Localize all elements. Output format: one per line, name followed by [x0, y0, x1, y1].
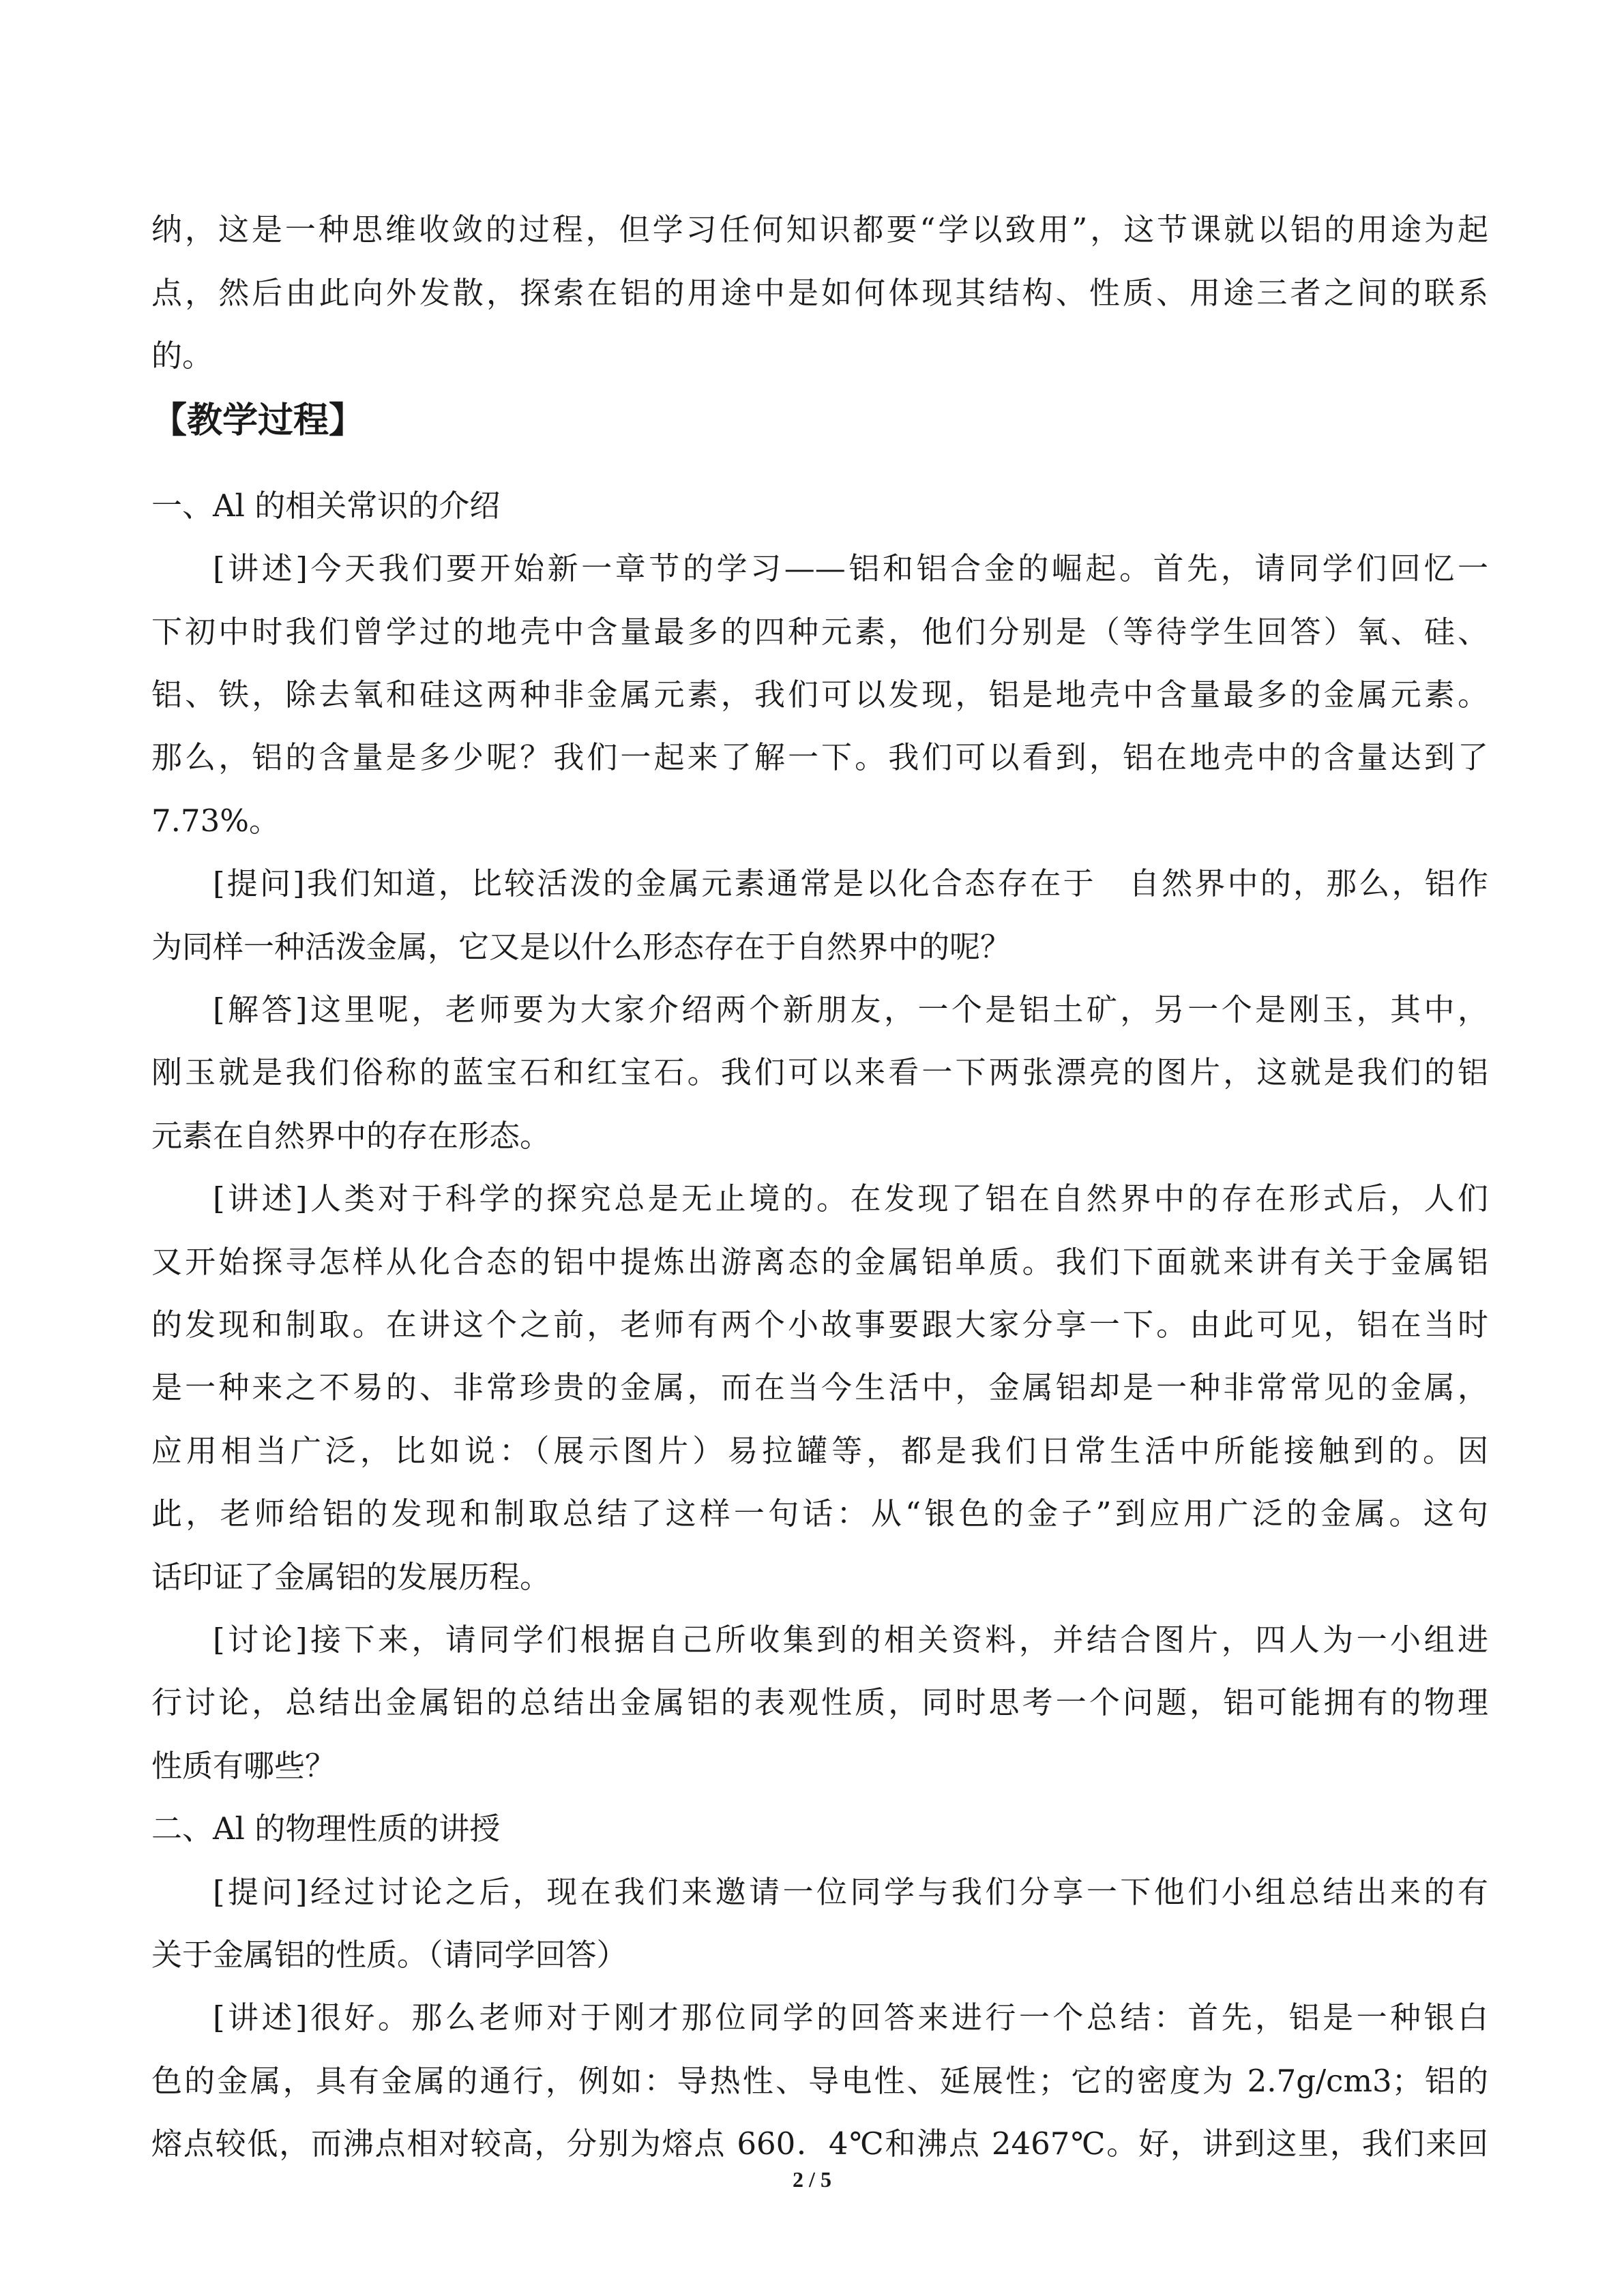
intro-line: 点，然后由此向外发散，探索在铝的用途中是如何体现其结构、性质、用途三者之间的联系 — [151, 275, 1488, 311]
paragraph-line: 下初中时我们曾学过的地壳中含量最多的四种元素，他们分别是（等待学生回答）氧、硅、 — [151, 614, 1488, 650]
paragraph-line: [提问]经过讨论之后，现在我们来邀请一位同学与我们分享一下他们小组总结出来的有 — [213, 1874, 1488, 1910]
paragraph-line: 色的金属，具有金属的通行，例如：导热性、导电性、延展性；它的密度为 2.7g/cm3；铝的 — [151, 2063, 1488, 2099]
paragraph-line: 又开始探寻怎样从化合态的铝中提炼出游离态的金属铝单质。我们下面就来讲有关于金属铝 — [151, 1244, 1488, 1280]
paragraph-line: [讨论]接下来，请同学们根据自己所收集到的相关资料，并结合图片，四人为一小组进 — [213, 1622, 1488, 1658]
paragraph-line: 刚玉就是我们俗称的蓝宝石和红宝石。我们可以来看一下两张漂亮的图片，这就是我们的铝 — [151, 1054, 1488, 1090]
paragraph-line: 7.73%。 — [151, 803, 280, 839]
paragraph-line: 应用相当广泛，比如说：（展示图片）易拉罐等，都是我们日常生活中所能接触到的。因 — [151, 1433, 1488, 1469]
page-number: 2 / 5 — [793, 2167, 831, 2192]
paragraph-line: 元素在自然界中的存在形态。 — [151, 1118, 551, 1154]
paragraph-line: 的发现和制取。在讲这个之前，老师有两个小故事要跟大家分享一下。由此可见，铝在当时 — [151, 1307, 1488, 1343]
paragraph-line: 话印证了金属铝的发展历程。 — [151, 1559, 551, 1595]
intro-line: 的。 — [151, 338, 213, 374]
paragraph-line: 为同样一种活泼金属，它又是以什么形态存在于自然界中的呢？ — [151, 929, 1012, 965]
paragraph-line: 那么，铝的含量是多少呢？我们一起来了解一下。我们可以看到，铝在地壳中的含量达到了 — [151, 739, 1488, 775]
paragraph-line: [讲述]很好。那么老师对于刚才那位同学的回答来进行一个总结：首先，铝是一种银白 — [213, 1999, 1488, 2036]
paragraph-line: 铝、铁，除去氧和硅这两种非金属元素，我们可以发现，铝是地壳中含量最多的金属元素。 — [151, 676, 1488, 713]
paragraph-line: 性质有哪些？ — [151, 1748, 336, 1784]
section-heading: 【教学过程】 — [151, 400, 365, 441]
section-1-title: 一、Al 的相关常识的介绍 — [151, 488, 501, 524]
intro-line: 纳，这是一种思维收敛的过程，但学习任何知识都要“学以致用”，这节课就以铝的用途为起 — [151, 211, 1488, 248]
paragraph-line: 是一种来之不易的、非常珍贵的金属，而在当今生活中，金属铝却是一种非常常见的金属， — [151, 1369, 1488, 1405]
paragraph-line: [讲述]今天我们要开始新一章节的学习——铝和铝合金的崛起。首先，请同学们回忆一 — [213, 550, 1488, 586]
paragraph-line: 此，老师给铝的发现和制取总结了这样一句话：从“银色的金子”到应用广泛的金属。这句 — [151, 1495, 1488, 1532]
paragraph-line: 关于金属铝的性质。（请同学回答） — [151, 1937, 628, 1973]
paragraph-line: [解答]这里呢，老师要为大家介绍两个新朋友，一个是铝土矿，另一个是刚玉，其中， — [213, 992, 1488, 1028]
section-2-title: 二、Al 的物理性质的讲授 — [151, 1810, 501, 1847]
paragraph-line: [讲述]人类对于科学的探究总是无止境的。在发现了铝在自然界中的存在形式后，人们 — [213, 1180, 1488, 1217]
paragraph-line: 熔点较低，而沸点相对较高，分别为熔点 660．4℃和沸点 2467℃。好，讲到这里，我们来回 — [151, 2126, 1488, 2162]
paragraph-line: [提问]我们知道，比较活泼的金属元素通常是以化合态存在于 自然界中的，那么，铝作 — [213, 865, 1488, 901]
paragraph-line: 行讨论，总结出金属铝的总结出金属铝的表观性质，同时思考一个问题，铝可能拥有的物理 — [151, 1684, 1488, 1720]
